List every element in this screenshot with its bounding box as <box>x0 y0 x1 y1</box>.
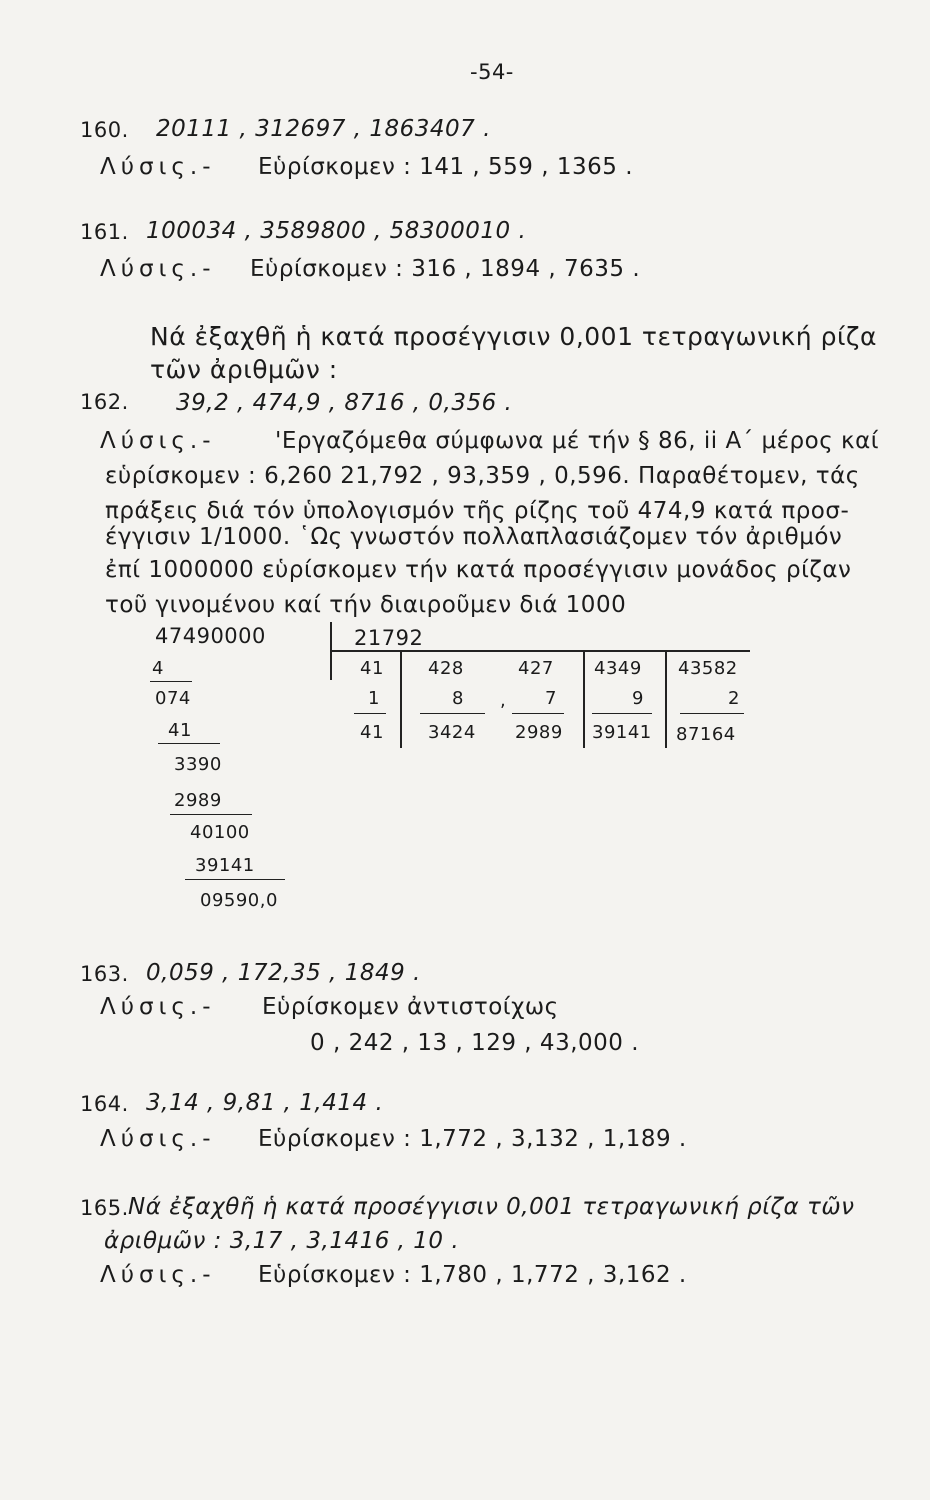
col-top: 428 <box>428 658 464 679</box>
body-line: έγγισιν 1/1000. ῾Ως γνωστόν πολλαπλασιάζομεν τόν ἀριθμόν <box>105 524 843 550</box>
underline <box>592 713 652 714</box>
col-top: 427 <box>518 658 554 679</box>
dividend: 47490000 <box>155 624 266 648</box>
col-top: 43582 <box>678 658 738 679</box>
solution-values: 0 , 242 , 13 , 129 , 43,000 . <box>310 1030 640 1056</box>
col-bot: 87164 <box>676 724 736 745</box>
section-heading: Νά ἐξαχθῆ ἡ κατά προσέγγισιν 0,001 τετραγωνική ρίζα <box>150 322 877 351</box>
underline <box>150 681 192 682</box>
col-bot: 3424 <box>428 722 476 743</box>
solution-text: Εὑρίσκομεν : 141 , 559 , 1365 . <box>258 154 634 180</box>
underline <box>170 814 252 815</box>
column-divider <box>665 652 667 748</box>
column-divider <box>583 652 585 748</box>
problem-data: 20111 , 312697 , 1863407 . <box>156 116 491 142</box>
step: 074 <box>155 688 191 709</box>
solution-label: Λύσις.- <box>100 256 216 282</box>
solution-label: Λύσις.- <box>100 1262 216 1288</box>
col-mid: 8 <box>452 688 464 709</box>
underline <box>512 713 564 714</box>
body-line: ἐπί 1000000 εὑρίσκομεν τήν κατά προσέγγισιν μονάδος ρίζαν <box>105 557 852 583</box>
problem-number: 161. <box>80 220 129 244</box>
root-value: 21792 <box>354 626 424 650</box>
col-top: 41 <box>360 658 384 679</box>
underline <box>420 713 485 714</box>
step: 3390 <box>174 754 222 775</box>
problem-data: 39,2 , 474,9 , 8716 , 0,356 . <box>176 390 513 416</box>
solution-label: Λύσις.- <box>100 994 216 1020</box>
col-mid: 9 <box>632 688 644 709</box>
col-bot: 41 <box>360 722 384 743</box>
horizontal-rule <box>330 650 750 652</box>
body-line: 'Εργαζόμεθα σύμφωνα μέ τήν § 86, ii Α΄ μέρος καί <box>275 428 880 454</box>
step: 2989 <box>174 790 222 811</box>
problem-data: 100034 , 3589800 , 58300010 . <box>146 218 527 244</box>
column-divider <box>400 652 402 748</box>
problem-data: 0,059 , 172,35 , 1849 . <box>146 960 421 986</box>
page-number: -54- <box>470 60 514 84</box>
underline <box>680 713 744 714</box>
solution-label: Λύσις.- <box>100 154 216 180</box>
step: 09590,0 <box>200 890 278 911</box>
step: 39141 <box>195 855 255 876</box>
problem-number: 165. <box>80 1196 129 1220</box>
problem-number: 162. <box>80 390 129 414</box>
underline <box>185 879 285 880</box>
col-top: 4349 <box>594 658 642 679</box>
solution-label: Λύσις.- <box>100 1126 216 1152</box>
underline <box>354 713 386 714</box>
section-heading-cont: τῶν ἀριθμῶν : <box>150 355 338 384</box>
solution-text: Εὑρίσκομεν : 316 , 1894 , 7635 . <box>250 256 641 282</box>
problem-number: 163. <box>80 962 129 986</box>
problem-data: 3,14 , 9,81 , 1,414 . <box>146 1090 384 1116</box>
col-mid: 2 <box>728 688 740 709</box>
body-line: πράξεις διά τόν ὑπολογισμόν τῆς ρίζης τοῦ 474,9 κατά προσ- <box>105 498 850 524</box>
comma: , <box>500 690 507 711</box>
col-mid: 1 <box>368 688 380 709</box>
problem-number: 164. <box>80 1092 129 1116</box>
solution-text: Εὑρίσκομεν ἀντιστοίχως <box>262 994 559 1020</box>
solution-text: Εὑρίσκομεν : 1,780 , 1,772 , 3,162 . <box>258 1262 687 1288</box>
problem-statement: Νά ἐξαχθῆ ἡ κατά προσέγγισιν 0,001 τετραγωνική ρίζα τῶν <box>128 1194 855 1220</box>
step: 41 <box>168 720 192 741</box>
col-mid: 7 <box>545 688 557 709</box>
body-line: τοῦ γινομένου καί τήν διαιροῦμεν διά 1000 <box>105 592 627 618</box>
problem-number: 160. <box>80 118 129 142</box>
problem-statement-cont: ἀριθμῶν : 3,17 , 3,1416 , 10 . <box>104 1228 460 1254</box>
solution-label: Λύσις.- <box>100 428 216 454</box>
col-bot: 2989 <box>515 722 563 743</box>
step: 40100 <box>190 822 250 843</box>
solution-text: Εὑρίσκομεν : 1,772 , 3,132 , 1,189 . <box>258 1126 687 1152</box>
step: 4 <box>152 658 164 679</box>
col-bot: 39141 <box>592 722 652 743</box>
body-line: εὑρίσκομεν : 6,260 21,792 , 93,359 , 0,596. Παραθέτομεν, τάς <box>105 463 860 489</box>
underline <box>158 743 220 744</box>
